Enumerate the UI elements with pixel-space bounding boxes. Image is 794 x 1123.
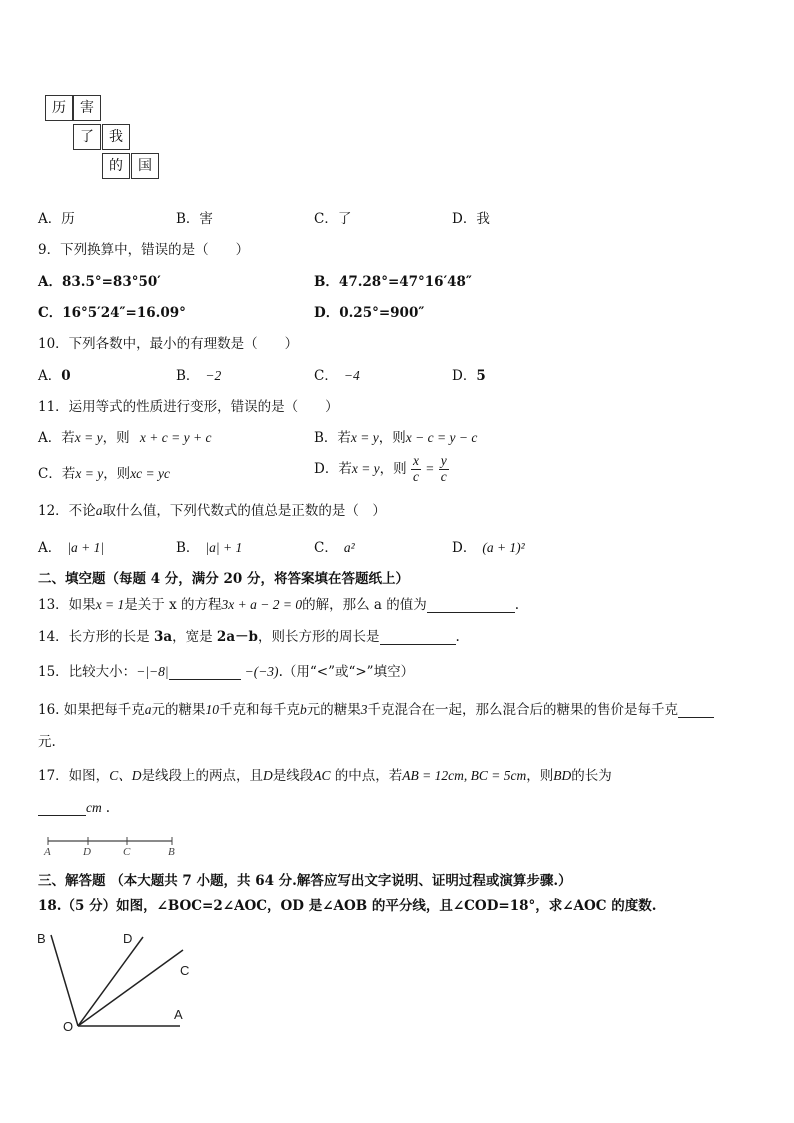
q13-blank[interactable] <box>427 598 515 613</box>
q18-stem: 18.（5 分）如图，∠BOC=2∠AOC，OD 是∠AOB 的平分线，且∠COD=18°，求∠AOC 的度数. <box>38 898 657 914</box>
q9-option-d: D．0.25°=900″ <box>314 305 425 321</box>
q9-option-b: B．47.28°=47°16′48″ <box>314 274 472 290</box>
angle-label-d: D <box>123 931 133 946</box>
q12-option-d: D． (a + 1)² <box>452 540 525 556</box>
angle-label-o: O <box>63 1019 74 1034</box>
q16-blank[interactable] <box>678 703 714 718</box>
q10-option-d: D．5 <box>452 368 486 384</box>
angle-label-b: B <box>37 931 46 946</box>
q8-option-c: C．了 <box>314 211 352 227</box>
q11-option-b: B．若x = y，则x − c = y − c <box>314 430 478 446</box>
q17-line2: cm . <box>38 800 110 816</box>
section-3-heading: 三、解答题 （本大题共 7 小题，共 64 分.解答应写出文字说明、证明过程或演算步骤.） <box>38 873 572 889</box>
q12-stem: 12．不论a取什么值，下列代数式的值总是正数的是（ ） <box>38 503 386 519</box>
net-cell-6: 国 <box>131 153 159 179</box>
q11-stem: 11．运用等式的性质进行变形，错误的是（ ） <box>38 399 339 415</box>
q17-line1: 17．如图，C、D是线段上的两点，且D是线段AC 的中点，若AB = 12cm, BC = 5cm，则BD的长为 <box>38 768 612 784</box>
q14: 14．长方形的长是 3a，宽是 2a－b，则长方形的周长是 . <box>38 629 460 645</box>
q16-line1: 16. 如果把每千克a元的糖果10千克和每千克b元的糖果3千克混合在一起，那么混合后的糖果的售价是每千克 <box>38 698 714 718</box>
q8-option-a: A．历 <box>38 211 75 227</box>
segment-figure <box>40 834 190 858</box>
net-cell-3: 了 <box>73 124 101 150</box>
q12-option-c: C． a² <box>314 540 355 556</box>
q10-stem: 10．下列各数中，最小的有理数是（ ） <box>38 336 299 352</box>
q8-option-d: D．我 <box>452 211 490 227</box>
q11-option-d: D．若x = y，则 $\frac{x}{c}$ = $\frac{y}{c}$ <box>314 453 447 484</box>
q11-option-c: C．若x = y，则xc = yc <box>38 466 171 482</box>
net-cell-4: 我 <box>102 124 130 150</box>
q10-option-a: A．0 <box>38 368 71 384</box>
net-cell-1: 历 <box>45 95 73 121</box>
segment-label-d: D <box>83 846 91 858</box>
q15-blank[interactable] <box>169 665 241 680</box>
section-2-heading: 二、填空题（每题 4 分，满分 20 分，将答案填在答题纸上） <box>38 571 409 587</box>
q12-option-b: B． |a| + 1 <box>176 540 243 556</box>
angle-figure <box>30 925 200 1035</box>
segment-label-c: C <box>123 846 131 858</box>
q14-blank[interactable] <box>380 630 456 645</box>
q15: 15．比较大小：−|−8| −(−3).（用“<”或“>”填空） <box>38 664 415 680</box>
q12-option-a: A． |a + 1| <box>38 540 105 556</box>
segment-label-a: A <box>44 846 51 858</box>
q17-blank[interactable] <box>38 801 86 816</box>
net-cell-5: 的 <box>102 153 130 179</box>
q10-option-c: C． −4 <box>314 368 360 384</box>
q8-option-b: B．害 <box>176 211 213 227</box>
q9-option-c: C．16°5′24″=16.09° <box>38 305 186 321</box>
segment-label-b: B <box>168 846 175 858</box>
net-cell-2: 害 <box>73 95 101 121</box>
q9-option-a: A．83.5°=83°50′ <box>38 274 161 290</box>
angle-label-a: A <box>174 1007 183 1022</box>
q10-option-b: B． −2 <box>176 368 222 384</box>
angle-label-c: C <box>180 963 190 978</box>
q11-option-a: A．若x = y，则 x + c = y + c <box>38 430 212 446</box>
q16-line2: 元. <box>38 734 56 750</box>
q13: 13．如果x = 1是关于 x 的方程3x + a − 2 = 0的解，那么 a 的值为 . <box>38 597 520 613</box>
q9-stem: 9．下列换算中，错误的是（ ） <box>38 242 250 258</box>
